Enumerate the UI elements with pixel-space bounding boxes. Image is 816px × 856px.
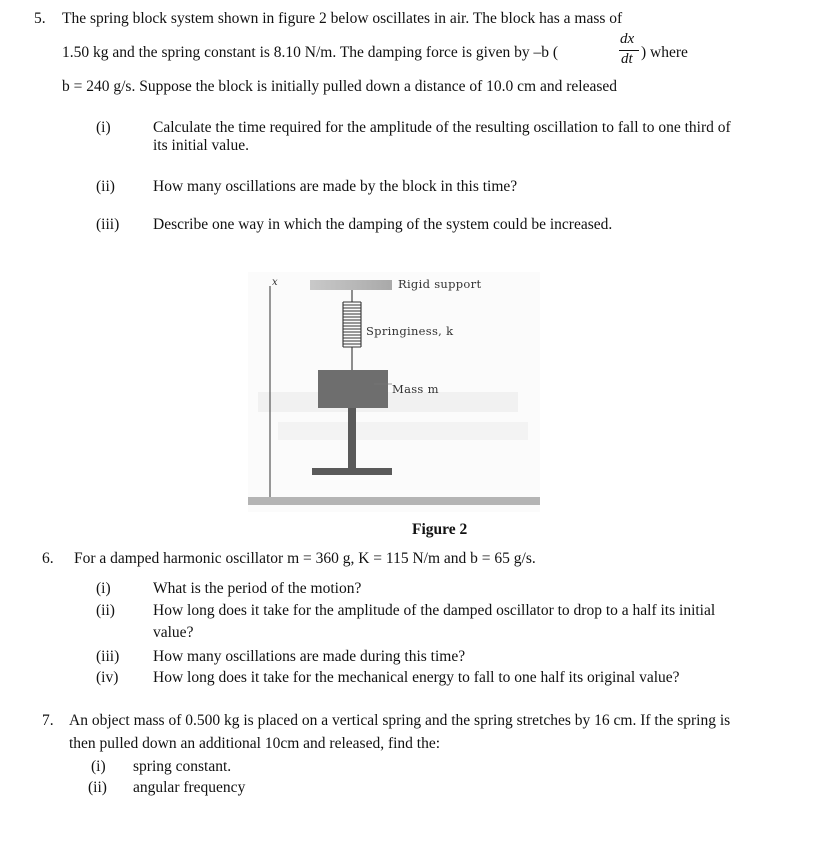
q5-part-text: Calculate the time required for the amplitude of the resulting oscillation to fall to one third of bbox=[153, 119, 731, 136]
q6-part-text: What is the period of the motion? bbox=[153, 580, 362, 597]
mass-label: Mass m bbox=[392, 382, 439, 396]
q5-line-2: 1.50 kg and the spring constant is 8.10 N/m. The damping force is given by –b ( bbox=[62, 44, 559, 61]
rigid-support-label: Rigid support bbox=[398, 277, 482, 291]
q7-part-text: angular frequency bbox=[133, 779, 246, 796]
x-axis-label: x bbox=[272, 277, 278, 288]
q6-part-text-cont: value? bbox=[153, 624, 194, 641]
rigid-support-bar bbox=[310, 280, 392, 290]
q5-number: 5. bbox=[34, 10, 46, 27]
q5-line-3: b = 240 g/s. Suppose the block is initially pulled down a distance of 10.0 cm and released bbox=[62, 78, 618, 95]
background-smudge bbox=[278, 422, 528, 440]
q7-part-text: spring constant. bbox=[133, 758, 232, 775]
q6-part-text: How long does it take for the mechanical energy to fall to one half its original value? bbox=[153, 669, 680, 686]
springiness-label: Springiness, k bbox=[366, 324, 454, 338]
figure-caption: Figure 2 bbox=[412, 521, 468, 538]
q5-line-2-end: ) where bbox=[641, 44, 688, 61]
q6-part-label: (i) bbox=[96, 580, 111, 597]
q6-part-text: How many oscillations are made during this time? bbox=[153, 648, 466, 665]
mass-block bbox=[318, 370, 388, 408]
q5-part-label: (iii) bbox=[96, 216, 120, 233]
q6-part-label: (ii) bbox=[96, 602, 115, 619]
q5-fraction-denominator: dt bbox=[621, 51, 633, 67]
q5-line-1: The spring block system shown in figure 2 below oscillates in air. The block has a mass of bbox=[62, 10, 623, 27]
q5-part-text: Describe one way in which the damping of the system could be increased. bbox=[153, 216, 613, 233]
figure-2-diagram bbox=[248, 272, 540, 512]
q5-part-text: How many oscillations are made by the block in this time? bbox=[153, 178, 518, 195]
q5-part-text-cont: its initial value. bbox=[153, 137, 249, 154]
damper-plate bbox=[312, 468, 392, 475]
q5-part-label: (ii) bbox=[96, 178, 115, 195]
q7-part-label: (ii) bbox=[88, 779, 107, 796]
q7-number: 7. bbox=[42, 712, 54, 729]
q5-fraction-numerator: dx bbox=[620, 31, 635, 47]
q6-part-label: (iv) bbox=[96, 669, 119, 686]
q5-part-label: (i) bbox=[96, 119, 111, 136]
damper-stem bbox=[348, 408, 356, 470]
q6-part-text: How long does it take for the amplitude of the damped oscillator to drop to a half its initial bbox=[153, 602, 716, 619]
q7-part-label: (i) bbox=[91, 758, 106, 775]
q6-part-label: (iii) bbox=[96, 648, 120, 665]
q7-line-1: An object mass of 0.500 kg is placed on a vertical spring and the spring stretches by 16 cm. If the spring is bbox=[69, 712, 731, 729]
floor bbox=[248, 497, 540, 505]
q7-line-2: then pulled down an additional 10cm and released, find the: bbox=[69, 735, 441, 752]
q6-intro: For a damped harmonic oscillator m = 360 g, K = 115 N/m and b = 65 g/s. bbox=[74, 550, 536, 567]
q6-number: 6. bbox=[42, 550, 54, 567]
